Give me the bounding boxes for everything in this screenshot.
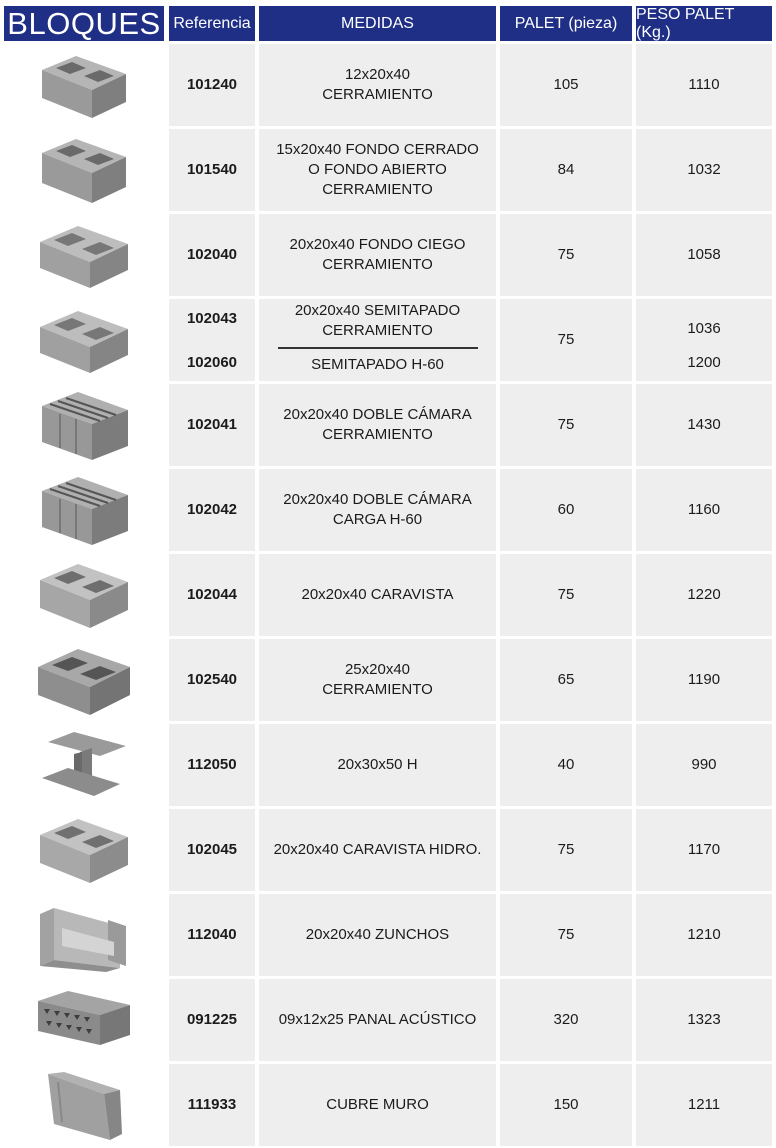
measurements-text: 15x20x40 FONDO CERRADO O FONDO ABIERTO CERRAMIENTO: [276, 141, 479, 198]
pallet-weight: 1210: [636, 894, 772, 976]
measurements-text: 20x20x40 CARAVISTA HIDRO.: [273, 841, 482, 858]
measurements: [259, 44, 496, 126]
reference-code: 112040: [169, 894, 255, 976]
pieces-per-pallet: 75: [500, 384, 632, 466]
measurements-text: 20x20x40 CARAVISTA: [301, 586, 454, 603]
reference-code: 102043: [186, 310, 238, 327]
hollow-block-icon: [34, 133, 134, 207]
measurements-text: 20x20x40 ZUNCHOS: [305, 926, 450, 943]
reference-code: 102540: [169, 639, 255, 721]
table-row: [0, 469, 776, 551]
reference-code: 101240: [169, 44, 255, 126]
block-image: [4, 554, 164, 636]
double-chamber-block-icon: [34, 473, 134, 547]
pieces-per-pallet: 75: [500, 809, 632, 891]
reference-code: 102045: [169, 809, 255, 891]
pallet-weight: 1032: [636, 129, 772, 211]
u-channel-block-icon: [34, 898, 134, 972]
measurements-text: 12x20x40 CERRAMIENTO: [322, 66, 433, 103]
measurements-text: CUBRE MURO: [326, 1096, 429, 1113]
measurements: [259, 469, 496, 551]
reference-code-secondary: 102060: [186, 354, 238, 371]
block-image: [4, 724, 164, 806]
measurements: [259, 639, 496, 721]
table-row: [0, 384, 776, 466]
table-row: [0, 1064, 776, 1146]
measurements-text: 20x20x40 SEMITAPADO CERRAMIENTO: [294, 302, 461, 339]
pallet-weight: 1036: [687, 320, 721, 337]
hollow-block-icon: [34, 813, 134, 887]
column-header-peso: PESO PALET (Kg.): [636, 6, 772, 41]
pallet-weight: 1430: [636, 384, 772, 466]
measurements: [259, 299, 496, 381]
table-row: [0, 639, 776, 721]
table-row: [0, 299, 776, 381]
measurements: [259, 384, 496, 466]
pallet-weight: 1160: [636, 469, 772, 551]
table-row: [0, 979, 776, 1061]
reference-code: 102042: [169, 469, 255, 551]
column-header-palet: PALET (pieza): [500, 6, 632, 41]
reference-code: 091225: [169, 979, 255, 1061]
pieces-per-pallet: 320: [500, 979, 632, 1061]
pieces-per-pallet: 65: [500, 639, 632, 721]
block-image: [4, 299, 164, 381]
block-image: [4, 129, 164, 211]
measurements-text: 20x20x40 DOBLE CÁMARA CERRAMIENTO: [283, 406, 472, 443]
reference-code: 111933: [169, 1064, 255, 1146]
block-image: [4, 639, 164, 721]
measurements: [259, 214, 496, 296]
table-row: [0, 809, 776, 891]
measurements-text: 25x20x40 CERRAMIENTO: [322, 661, 433, 698]
column-header-medidas: MEDIDAS: [259, 6, 496, 41]
block-image: [4, 809, 164, 891]
column-header-referencia: Referencia: [169, 6, 255, 41]
table-row: [0, 44, 776, 126]
block-image: [4, 44, 164, 126]
measurements-text: 20x30x50 H: [337, 756, 418, 773]
measurements: [259, 724, 496, 806]
pallet-weight: 1190: [636, 639, 772, 721]
block-image: [4, 1064, 164, 1146]
pallet-weight-secondary: 1200: [687, 354, 721, 371]
measurements: [259, 809, 496, 891]
pallet-weight: 1170: [636, 809, 772, 891]
pieces-per-pallet: 75: [500, 894, 632, 976]
block-image: [4, 894, 164, 976]
double-chamber-block-icon: [34, 388, 134, 462]
measurements-text: 20x20x40 FONDO CIEGO CERRAMIENTO: [289, 236, 466, 273]
hollow-block-icon: [34, 48, 134, 122]
pieces-per-pallet: 40: [500, 724, 632, 806]
measurements: [259, 554, 496, 636]
reference-code: 102040: [169, 214, 255, 296]
table-title: BLOQUES: [4, 6, 164, 41]
measurements: [259, 894, 496, 976]
table-row: [0, 214, 776, 296]
block-image: [4, 384, 164, 466]
divider-line: [278, 347, 478, 349]
pieces-per-pallet: 150: [500, 1064, 632, 1146]
pallet-weight: 1211: [636, 1064, 772, 1146]
pallet-weight: 1058: [636, 214, 772, 296]
pieces-per-pallet: 105: [500, 44, 632, 126]
pieces-per-pallet: 75: [500, 214, 632, 296]
pallet-weight: 1220: [636, 554, 772, 636]
wall-cap-block-icon: [34, 1068, 134, 1142]
h-block-icon: [34, 728, 134, 802]
measurements-text-secondary: SEMITAPADO H-60: [311, 356, 444, 373]
pallet-weight: 1323: [636, 979, 772, 1061]
reference-code: 112050: [169, 724, 255, 806]
reference-code: 101540: [169, 129, 255, 211]
pieces-per-pallet: 75: [500, 299, 632, 381]
pieces-per-pallet: 84: [500, 129, 632, 211]
acoustic-panel-block-icon: [34, 983, 134, 1057]
reference-code: 102044: [169, 554, 255, 636]
reference-code-group: [169, 299, 255, 381]
pallet-weight: 990: [636, 724, 772, 806]
measurements-text: 09x12x25 PANAL ACÚSTICO: [278, 1011, 477, 1028]
table-row: [0, 894, 776, 976]
semi-covered-block-icon: [34, 303, 134, 377]
measurements-text: 20x20x40 DOBLE CÁMARA CARGA H-60: [283, 491, 472, 528]
measurements: [259, 1064, 496, 1146]
block-image: [4, 979, 164, 1061]
hollow-block-icon: [34, 643, 134, 717]
block-image: [4, 469, 164, 551]
measurements: [259, 979, 496, 1061]
table-row: [0, 129, 776, 211]
pallet-weight-group: [636, 299, 772, 381]
table-row: [0, 724, 776, 806]
table-row: [0, 554, 776, 636]
pallet-weight: 1110: [636, 44, 772, 126]
reference-code: 102041: [169, 384, 255, 466]
hollow-block-icon: [34, 558, 134, 632]
measurements: [259, 129, 496, 211]
block-image: [4, 214, 164, 296]
pieces-per-pallet: 75: [500, 554, 632, 636]
hollow-block-icon: [34, 218, 134, 292]
pieces-per-pallet: 60: [500, 469, 632, 551]
